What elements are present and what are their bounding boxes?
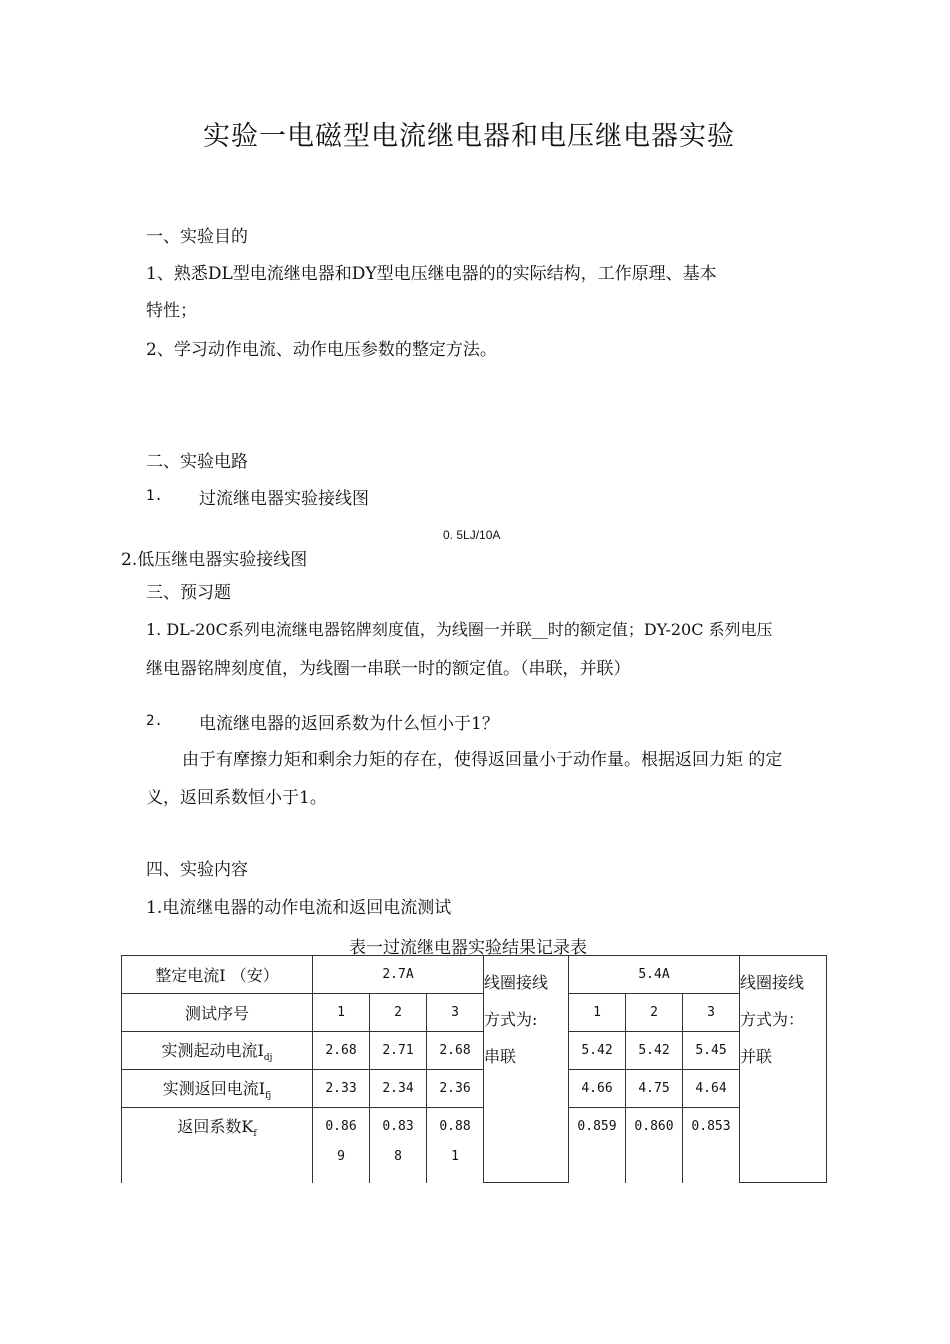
circuit-item-1-number: 1. bbox=[146, 488, 163, 504]
group2-return-3: 4.64 bbox=[683, 1070, 740, 1108]
group1-pickup-3: 2.68 bbox=[427, 1032, 484, 1070]
preview-question-1-line-1: 1. DL-20C系列电流继电器铭牌刻度值，为线圈一并联__时的额定值；DY-20C 系列电压 bbox=[146, 620, 773, 639]
group2-pickup-2: 5.42 bbox=[626, 1032, 683, 1070]
row-label-coef: 返回系数$K_f$ bbox=[122, 1108, 313, 1183]
section-heading-circuit: 二、实验电路 bbox=[146, 452, 248, 472]
circuit-item-2: 2.低压继电器实验接线图 bbox=[121, 550, 308, 570]
group1-return-2: 2.34 bbox=[370, 1070, 427, 1108]
group2-seq-1: 1 bbox=[569, 994, 626, 1032]
group1-return-3: 2.36 bbox=[427, 1070, 484, 1108]
group2-coef-2: 0.860 bbox=[626, 1108, 683, 1183]
objective-item-1-line-1: 1、熟悉DL型电流继电器和DY型电压继电器的的实际结构，工作原理、基本 bbox=[146, 264, 717, 284]
group2-coef-1: 0.859 bbox=[569, 1108, 626, 1183]
section-heading-preview: 三、预习题 bbox=[146, 583, 231, 603]
row-label-return: 实测返回电流$I_{fj}$ bbox=[122, 1070, 313, 1108]
group1-pickup-2: 2.71 bbox=[370, 1032, 427, 1070]
preview-question-2-text: 电流继电器的返回系数为什么恒小于1？ bbox=[199, 714, 499, 734]
table-caption: 表一过流继电器实验结果记录表 bbox=[349, 938, 587, 958]
row-label-setting: 整定电流I （安） bbox=[122, 956, 313, 994]
circuit-item-1-text: 过流继电器实验接线图 bbox=[199, 489, 369, 509]
table-row-pickup bbox=[122, 1032, 827, 1070]
group1-return-1: 2.33 bbox=[313, 1070, 370, 1108]
table-row-seq bbox=[122, 994, 827, 1032]
group1-pickup-1: 2.68 bbox=[313, 1032, 370, 1070]
group2-coef-3: 0.853 bbox=[683, 1108, 740, 1183]
preview-question-2-number: 2. bbox=[146, 713, 163, 729]
row-label-pickup: 实测起动电流$I_{dj}$ bbox=[122, 1032, 313, 1070]
group1-seq-1: 1 bbox=[313, 994, 370, 1032]
group1-coef-2: 0.83 8 bbox=[370, 1108, 427, 1183]
row-label-seq: 测试序号 bbox=[122, 994, 313, 1032]
group1-seq-3: 3 bbox=[427, 994, 484, 1032]
group2-pickup-3: 5.45 bbox=[683, 1032, 740, 1070]
group1-seq-2: 2 bbox=[370, 994, 427, 1032]
group1-wiring: 线圈接线 方式为: 串联 bbox=[484, 956, 569, 1183]
section-heading-objective: 一、实验目的 bbox=[146, 227, 248, 247]
group2-return-1: 4.66 bbox=[569, 1070, 626, 1108]
preview-answer-2-line-1: 由于有摩擦力矩和剩余力矩的存在，使得返回量小于动作量。根据返回力矩 的定 bbox=[182, 750, 783, 770]
page-title: 实验一电磁型电流继电器和电压继电器实验 bbox=[203, 121, 735, 152]
result-table bbox=[121, 955, 827, 1183]
table-row-setting bbox=[122, 956, 827, 994]
preview-answer-2-line-2: 义，返回系数恒小于1。 bbox=[146, 788, 327, 808]
group1-coef-3: 0.88 1 bbox=[427, 1108, 484, 1183]
group2-return-2: 4.75 bbox=[626, 1070, 683, 1108]
figure-label: 0. 5LJ/10A bbox=[443, 528, 501, 542]
objective-item-2: 2、学习动作电流、动作电压参数的整定方法。 bbox=[146, 340, 497, 360]
group2-pickup-1: 5.42 bbox=[569, 1032, 626, 1070]
group2-setting: 5.4A bbox=[569, 956, 740, 994]
content-item-1: 1.电流继电器的动作电流和返回电流测试 bbox=[146, 898, 452, 918]
table-row-coef bbox=[122, 1108, 827, 1183]
group1-coef-1: 0.86 9 bbox=[313, 1108, 370, 1183]
group1-setting: 2.7A bbox=[313, 956, 484, 994]
group2-seq-2: 2 bbox=[626, 994, 683, 1032]
objective-item-1-line-2: 特性； bbox=[146, 301, 197, 321]
section-heading-content: 四、实验内容 bbox=[146, 860, 248, 880]
preview-question-1-line-2: 继电器铭牌刻度值，为线圈一串联一时的额定值。（串联，并联） bbox=[146, 659, 631, 679]
group2-wiring: 线圈接线 方式为： 并联 bbox=[740, 956, 827, 1183]
group2-seq-3: 3 bbox=[683, 994, 740, 1032]
table-row-return bbox=[122, 1070, 827, 1108]
